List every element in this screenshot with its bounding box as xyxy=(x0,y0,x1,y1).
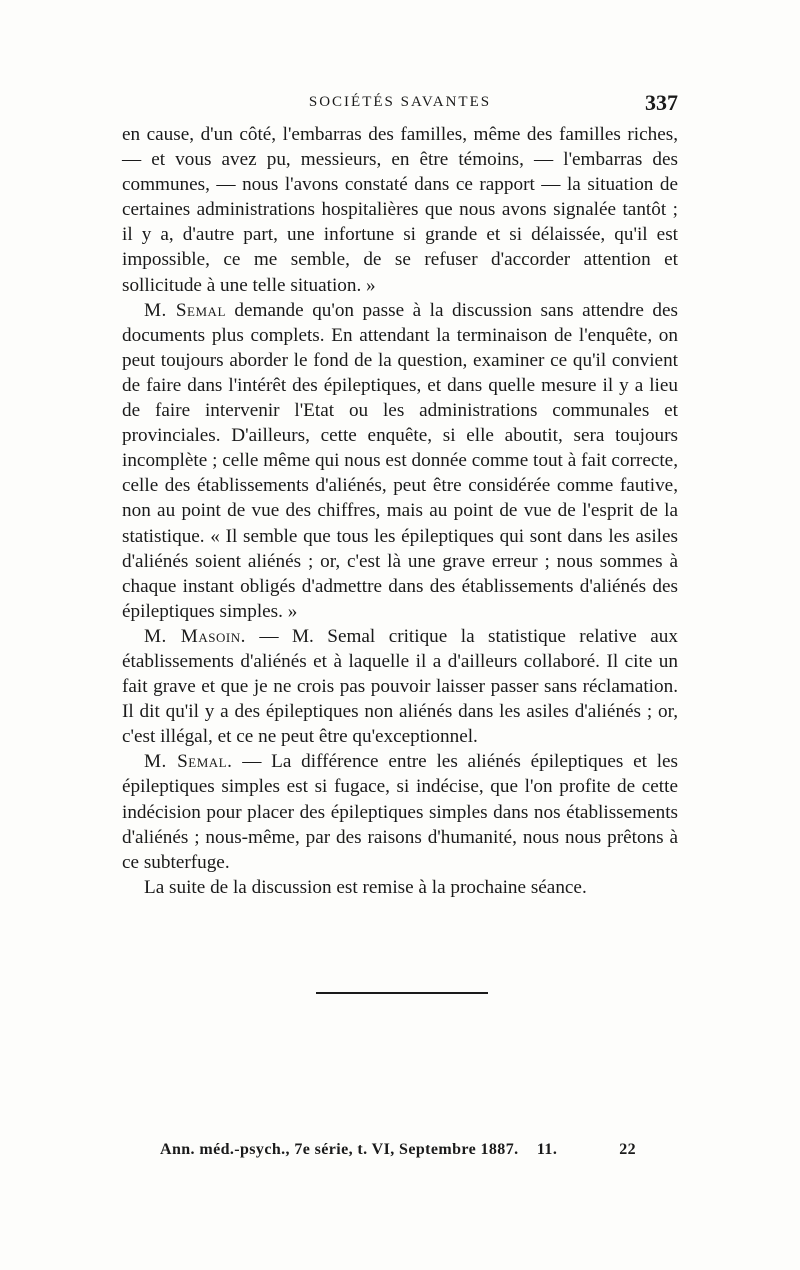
sheet-number: 22 xyxy=(619,1141,636,1158)
paragraph-text: en cause, d'un côté, l'embarras des familles, même des familles riches, — et vous avez pu, messieurs, en être témoins, — l'embarras des communes, — nous l'avons constaté dans ce rapport — la situation de certaines administrations hospitalières que nous avons signalée tantôt ; il y a, d'autre part, une infortune si grande et si délaissée, qu'il est impossible, ce me semble, de se refuser d'accorder attention et sollicitude à une telle situation. » xyxy=(122,124,678,296)
paragraph-text: — M. Semal critique la statistique relative aux établissements d'aliénés et à laquelle il a d'ailleurs collaboré. Il cite un fait grave et que je ne crois pas pouvoir laisser passer sans réclamation. Il dit qu'il y a des épileptiques non aliénés dans les asiles d'aliénés ; or, c'est illégal, et ce ne peut être qu'exceptionnel. xyxy=(122,625,678,748)
paragraph-semal-2 xyxy=(122,749,678,874)
speaker-name: M. Masoin. xyxy=(144,625,246,647)
body-text xyxy=(122,122,678,900)
footer-citation: Ann. méd.-psych., 7e série, t. VI, Septembre 1887. xyxy=(160,1141,519,1158)
speaker-name: M. Semal xyxy=(144,299,226,321)
footer-signature: 11. xyxy=(536,1141,558,1158)
paragraph-text: demande qu'on passe à la discussion sans attendre des documents plus complets. En attendant la terminaison de l'enquête, on peut toujours aborder le fond de la question, examiner ce qu'il convient de faire dans l'intérêt des épileptiques, et dans quelle mesure il y a lieu de faire intervenir l'Etat ou les administrations communales et provinciales. D'ailleurs, cette enquête, si elle aboutit, sera toujours incomplète ; celle même qui nous est donnée comme tout à fait correcte, celle des établissements d'aliénés, peut être considérée comme fautive, non au point de vue des chiffres, mais au point de vue de l'esprit de la statistique. « Il semble que tous les épileptiques qui sont dans les asiles d'aliénés soient aliénés ; or, c'est là une grave erreur ; nous sommes à chaque instant obligés d'admettre dans des établissements d'aliénés des épileptiques simples. » xyxy=(122,299,679,622)
page-number: 337 xyxy=(645,90,678,115)
paragraph-continuation xyxy=(122,122,678,298)
running-title: SOCIÉTÉS SAVANTES xyxy=(308,94,492,110)
paragraph-semal-1 xyxy=(122,298,678,624)
section-end-rule xyxy=(316,992,488,994)
paragraph-closing xyxy=(122,875,678,900)
speaker-name: M. Semal. xyxy=(144,751,233,773)
paragraph-text: La suite de la discussion est remise à la prochaine séance. xyxy=(144,876,587,898)
footer-signature-line xyxy=(160,1141,636,1159)
paragraph-text: — La différence entre les aliénés épileptiques et les épileptiques simples est si fugace, si indécise, que l'on profite de cette indécision pour placer des épileptiques simples dans nos établissements d'aliénés ; nous-même, par des raisons d'humanité, nous nous prêtons à ce subterfuge. xyxy=(122,751,679,873)
running-head xyxy=(122,92,678,116)
paragraph-masoin xyxy=(122,624,678,749)
